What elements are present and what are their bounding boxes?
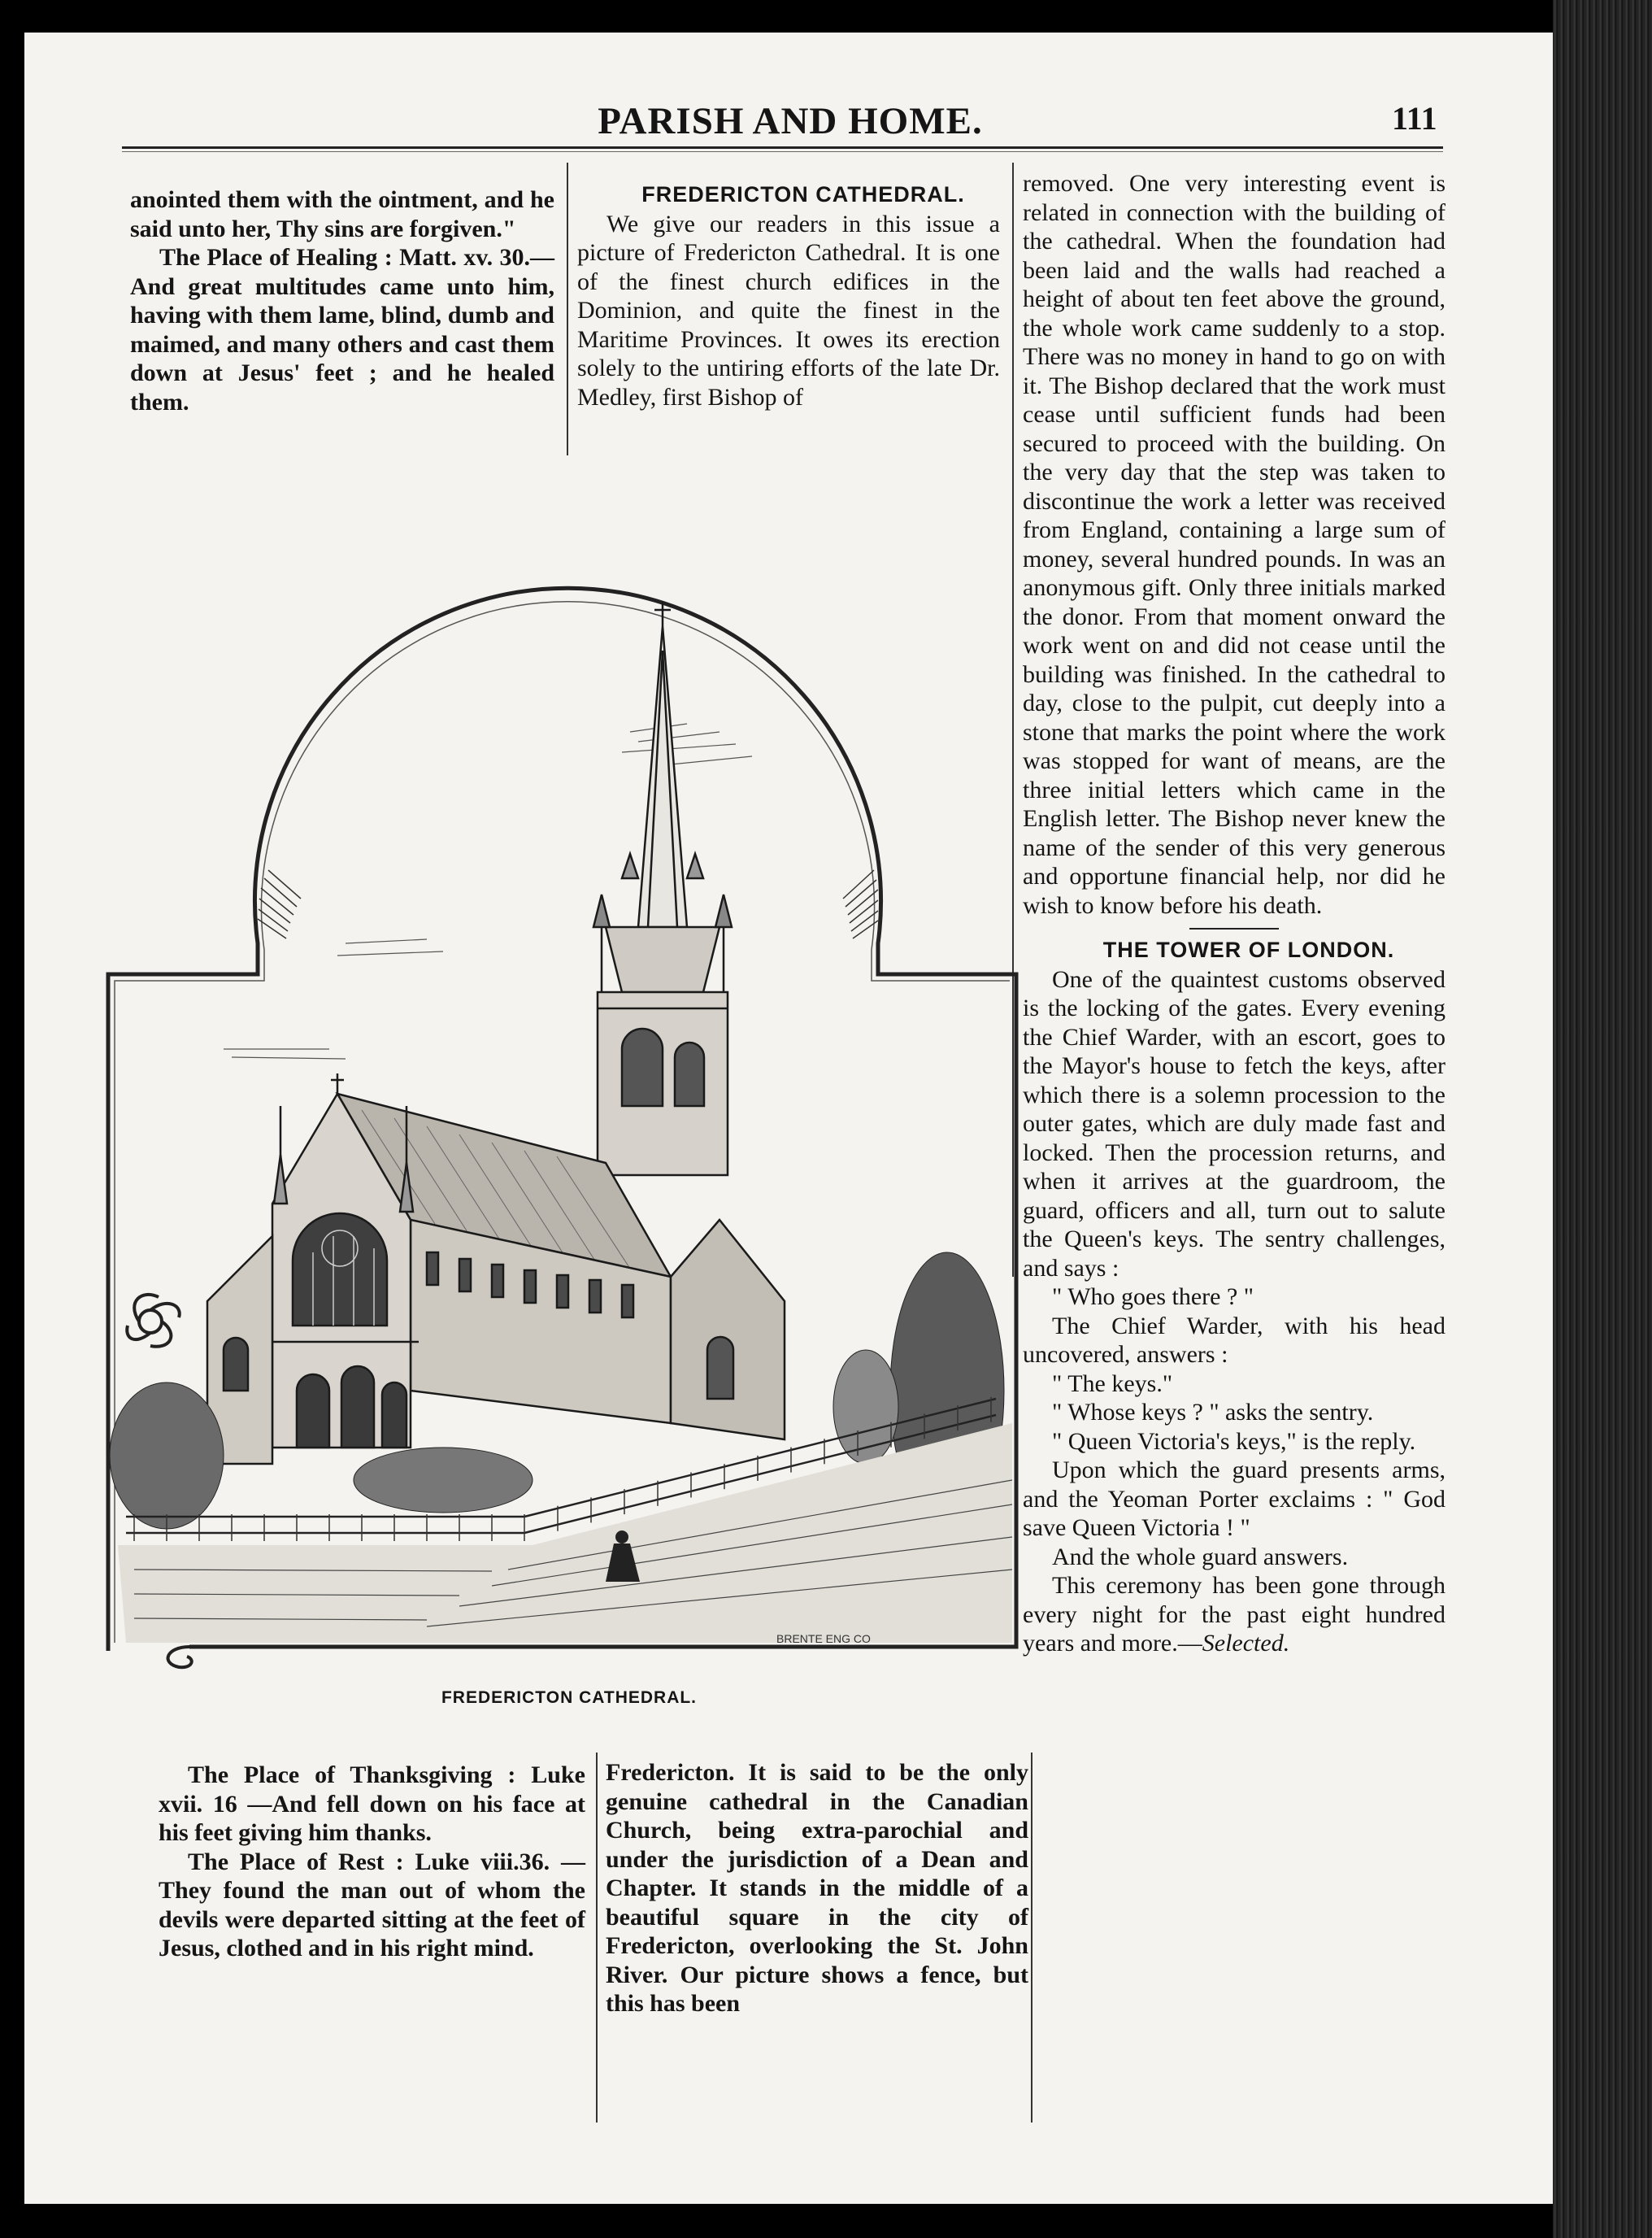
tower-paragraph-3: The Chief Warder, with his head uncovered, answers : [1023,1312,1446,1368]
engraver-mark: BRENTE ENG CO [776,1632,871,1645]
tower-paragraph-5: " Whose keys ? " asks the sentry. [1052,1399,1374,1426]
tower-paragraph-9-text: This ceremony has been gone through every night for the past eight hundred years and more.— [1023,1572,1446,1657]
column-rule-bottom-right [1031,1753,1032,2123]
page-edge [1553,0,1652,2238]
paragraph-place-of-thanksgiving: The Place of Thanksgiving : Luke xvii. 16 —And fell down on his face at his feet giving him thanks. [159,1761,585,1846]
article-separator [1189,928,1279,930]
tower-heading: THE TOWER OF LONDON. [1102,938,1395,962]
paragraph-place-of-rest: The Place of Rest : Luke viii.36. —They found the man out of whom the devils were departed sitting at the feet of Jesus, clothed and in his right mind. [159,1848,585,1962]
flourish-ornament [127,1295,180,1347]
tower-paragraph-7: Upon which the guard presents arms, and the Yeoman Porter exclaims : " God save Queen Victoria ! " [1023,1456,1446,1541]
illustration-caption: FREDERICTON CATHEDRAL. [441,1688,698,1707]
running-title: PARISH AND HOME. [598,100,983,142]
paragraph-place-of-healing: The Place of Healing : Matt. xv. 30.—And great multitudes came unto him, having with them lame, blind, dumb and maimed, and many others and cast them down at Jesus' feet ; and he healed them. [130,244,554,416]
cathedral-paragraph-1: We give our readers in this issue a picture of Fredericton Cathedral. It is one of the finest church edifices in the Dominion, and quite the finest in the Maritime Provinces. It owes its erection solely to the untiring efforts of the late Dr. Medley, first Bishop of [577,210,1000,411]
column-rule-top-left [567,163,568,455]
page-number: 111 [1392,100,1437,137]
paragraph-ointment: anointed them with the ointment, and he said unto her, Thy sins are forgiven." [130,186,554,242]
cathedral-paragraph-2: Fredericton. It is said to be the only genuine cathedral in the Canadian Church, being extra-parochial and under the jurisdiction of a Dean and Chapter. It stands in the middle of a beautiful square in the city of Fredericton, overlooking the St. John River. Our picture shows a fence, but this has been [606,1759,1028,2017]
header-rule-thin [122,151,1443,152]
tower-paragraph-8: And the whole guard answers. [1052,1543,1349,1570]
column1-top-text [130,185,554,416]
cathedral-article-continued [1023,169,1446,1658]
cathedral-illustration [102,488,1020,1675]
tower-signoff: Selected. [1202,1630,1290,1657]
tower-paragraph-2: " Who goes there ? " [1052,1283,1254,1310]
cathedral-article-bottom [606,1758,1028,2018]
cathedral-article-top [577,181,1000,411]
tower-paragraph-6: " Queen Victoria's keys," is the reply. [1052,1427,1416,1455]
tower-paragraph-9 [1023,1571,1446,1658]
cathedral-paragraph-3: removed. One very interesting event is related in connection with the building of the cathedral. When the foundation had been laid and the walls had reached a height of about ten feet above the ground, the whole work came suddenly to a stop. There was no money in hand to go on with it. The Bishop declared that the work must cease until sufficient funds had been secured to proceed with the building. On the very day that the step was taken to discontinue the work a letter was received from England, containing a large sum of money, several hundred pounds. In was an anonymous gift. Only three initials marked the donor. From that moment onward the work went on and did not cease until the building was finished. In the cathedral to day, close to the pulpit, cut deeply into a stone that marks the point where the work was stopped for want of means, are the three initial letters which came in the English letter. The Bishop never knew the name of the sender of this very generous and opportune financial help, nor did he wish to know before his death. [1023,170,1446,919]
header-rule [122,146,1443,149]
column1-bottom-text [159,1761,585,1963]
cathedral-spire [606,602,719,992]
column-rule-bottom-left [596,1753,598,2123]
tower-paragraph-1: One of the quaintest customs observed is the locking of the gates. Every evening the Chief Warder, with an escort, goes to the Mayor's house to fetch the keys, after which there is a solemn procession to the outer gates, which are duly made fast and locked. Then the procession returns, and when it arrives at the guardroom, the guard, officers and all, turn out to salute the Queen's keys. The sentry challenges, and says : [1023,965,1446,1282]
tower-paragraph-4: " The keys." [1052,1369,1173,1397]
cathedral-heading: FREDERICTON CATHEDRAL. [641,182,965,207]
hatched-rays [258,870,878,938]
